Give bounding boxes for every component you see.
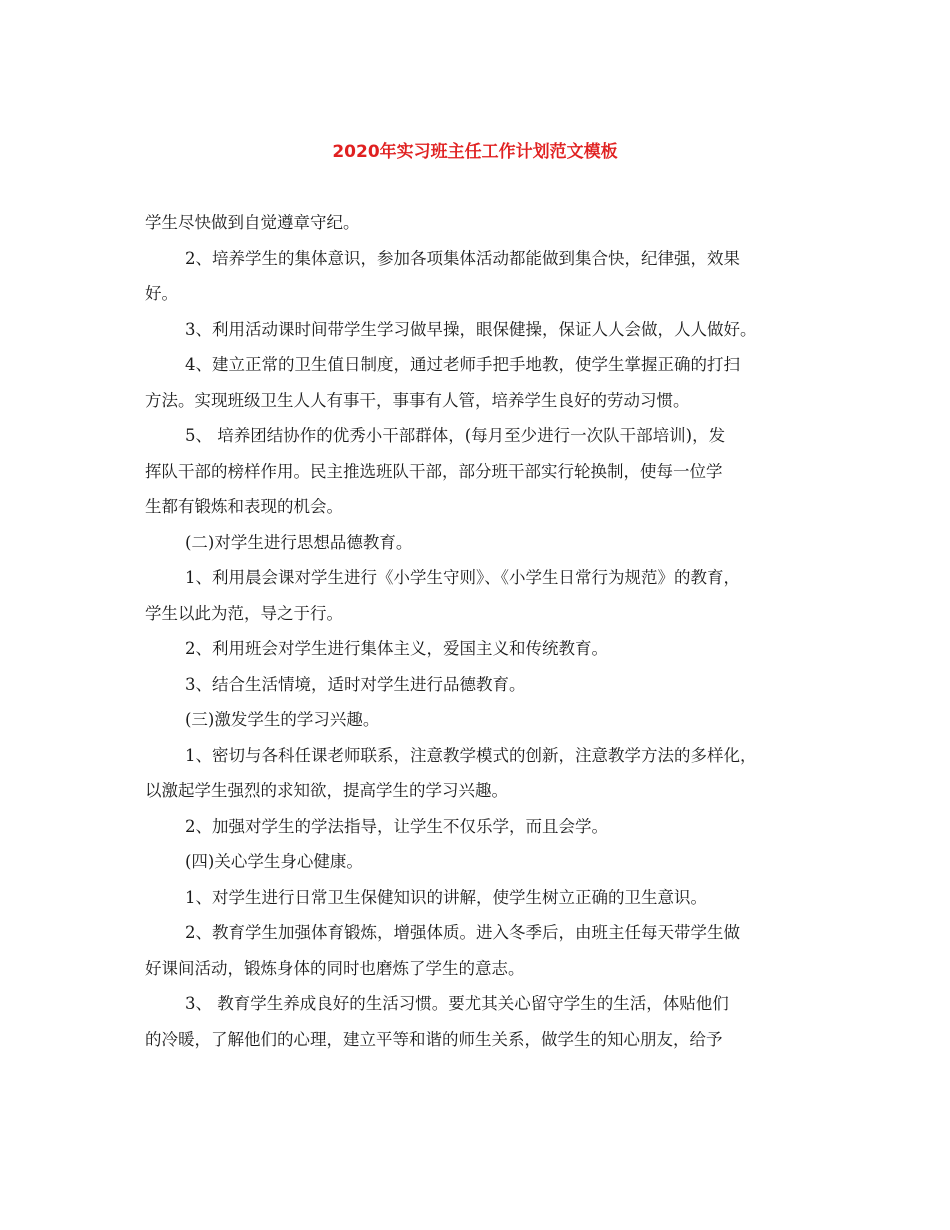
body-line: 3、结合生活情境，适时对学生进行品德教育。 bbox=[185, 674, 526, 694]
body-line: 1、密切与各科任课老师联系，注意教学模式的创新，注意教学方法的多样化， bbox=[185, 745, 757, 765]
body-line: 4、建立正常的卫生值日制度，通过老师手把手地教，使学生掌握正确的打扫 bbox=[185, 355, 740, 374]
body-line: 方法。实现班级卫生人人有事干，事事有人管，培养学生良好的劳动习惯。 bbox=[145, 390, 690, 410]
body-line: 2、利用班会对学生进行集体主义，爱国主义和传统教育。 bbox=[185, 639, 608, 658]
body-line: 好课间活动，锻炼身体的同时也磨炼了学生的意志。 bbox=[145, 958, 525, 978]
body-line: (四)关心学生身心健康。 bbox=[185, 852, 363, 871]
body-line: 1、对学生进行日常卫生保健知识的讲解，使学生树立正确的卫生意识。 bbox=[185, 887, 707, 907]
document-title: 2020年实习班主任工作计划范文模板 bbox=[332, 142, 618, 162]
body-line: 以激起学生强烈的求知欲，提高学生的学习兴趣。 bbox=[145, 781, 508, 800]
body-line: (三)激发学生的学习兴趣。 bbox=[185, 710, 380, 729]
body-line: 2、培养学生的集体意识，参加各项集体活动都能做到集合快，纪律强，效果 bbox=[185, 248, 740, 268]
body-line: 好。 bbox=[145, 284, 178, 303]
body-line: 生都有锻炼和表现的机会。 bbox=[145, 497, 343, 516]
body-line: 3、 教育学生养成良好的生活习惯。要尤其关心留守学生的生活，体贴他们 bbox=[185, 994, 729, 1013]
document-body bbox=[145, 205, 815, 1057]
body-line: 学生尽快做到自觉遵章守纪。 bbox=[145, 213, 360, 232]
body-line: 学生以此为范，导之于行。 bbox=[145, 603, 343, 623]
body-line: 的冷暖，了解他们的心理，建立平等和谐的师生关系，做学生的知心朋友，给予 bbox=[145, 1029, 723, 1049]
body-line: 挥队干部的榜样作用。民主推选班队干部，部分班干部实行轮换制，使每一位学 bbox=[145, 461, 723, 481]
body-line: 5、 培养团结协作的优秀小干部群体，(每月至少进行一次队干部培训)，发 bbox=[185, 426, 726, 445]
body-line: 1、利用晨会课对学生进行《小学生守则》、《小学生日常行为规范》的教育， bbox=[185, 568, 740, 587]
body-line: 2、加强对学生的学法指导，让学生不仅乐学，而且会学。 bbox=[185, 816, 608, 836]
body-line: 3、利用活动课时间带学生学习做早操，眼保健操，保证人人会做，人人做好。 bbox=[185, 319, 757, 339]
body-line: (二)对学生进行思想品德教育。 bbox=[185, 532, 413, 552]
body-line: 2、教育学生加强体育锻炼，增强体质。进入冬季后，由班主任每天带学生做 bbox=[185, 923, 740, 942]
